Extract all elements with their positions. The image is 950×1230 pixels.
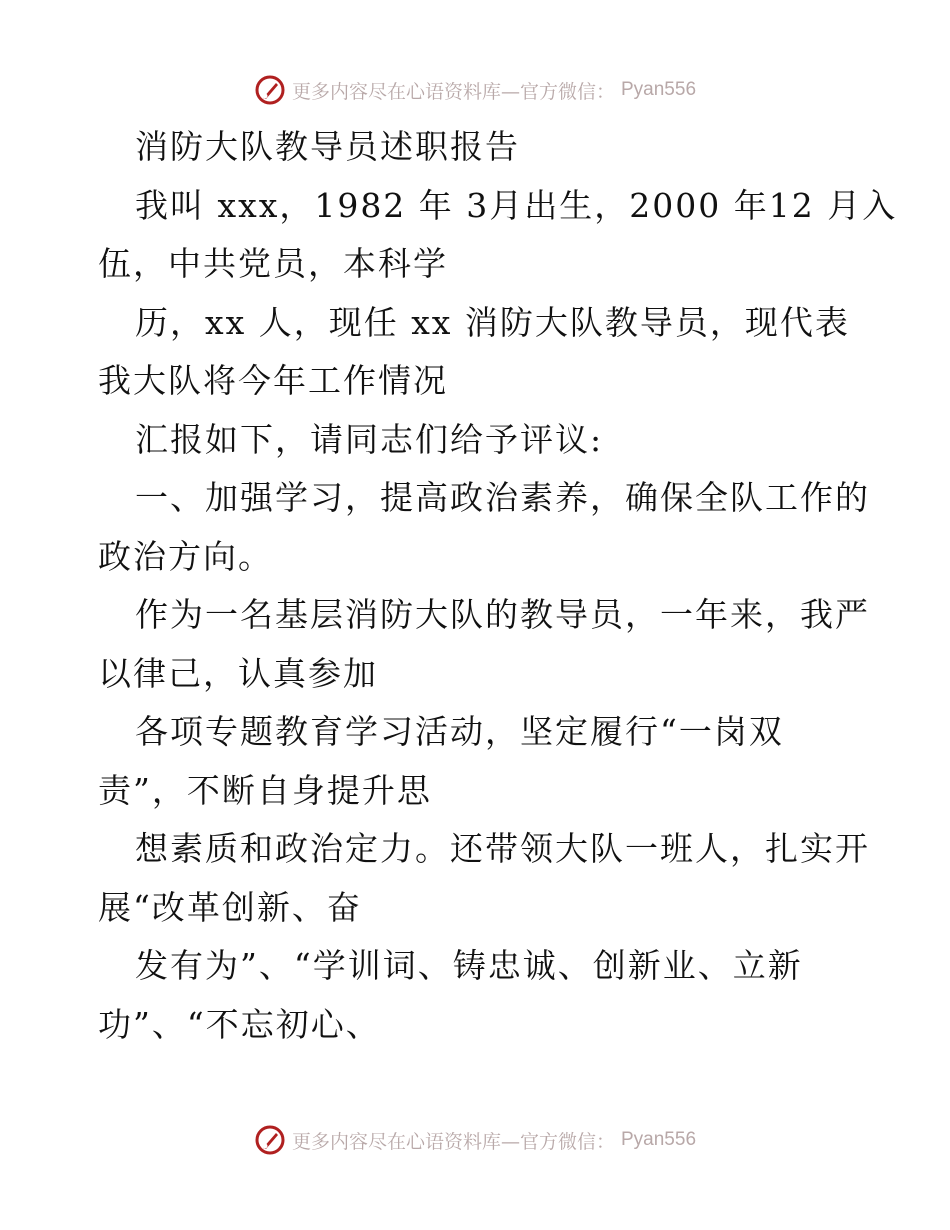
feather-pen-logo-icon xyxy=(254,74,286,106)
document-body xyxy=(98,118,898,1054)
paragraph-line: 伍，中共党员，本科学 xyxy=(98,244,448,283)
paragraph-line: 历，xx 人，现任 xx 消防大队教导员，现代表 xyxy=(135,302,850,342)
watermark-text: 更多内容尽在心语资料库—官方微信： xyxy=(291,80,615,103)
paragraph-line: 我叫 xxx，1982 年 3月出生，2000 年12 月入 xyxy=(135,185,898,225)
footer-watermark xyxy=(0,1120,950,1160)
section-heading: 一、加强学习，提高政治素养，确保全队工作的 xyxy=(135,478,870,517)
document-title: 消防大队教导员述职报告 xyxy=(135,127,520,166)
paragraph-line: 作为一名基层消防大队的教导员，一年来，我严 xyxy=(135,595,870,634)
paragraph-line: 想素质和政治定力。还带领大队一班人，扎实开 xyxy=(135,829,870,868)
paragraph-line: 汇报如下，请同志们给予评议: xyxy=(135,419,604,459)
header-watermark xyxy=(0,70,950,110)
section-heading-continuation: 政治方向。 xyxy=(98,536,273,576)
feather-pen-logo-icon xyxy=(254,1124,286,1156)
watermark-text: 更多内容尽在心语资料库—官方微信： xyxy=(291,1130,615,1153)
paragraph-line: 功”、“不忘初心、 xyxy=(98,1004,381,1044)
paragraph-line: 发有为”、“学训词、铸忠诚、创新业、立新 xyxy=(135,946,803,985)
watermark-wechat-id: Pyan556 xyxy=(621,1129,697,1150)
paragraph-line: 各项专题教育学习活动，坚定履行“一岗双 xyxy=(135,712,784,751)
paragraph-line: 我大队将今年工作情况 xyxy=(98,361,448,400)
watermark-wechat-id: Pyan556 xyxy=(621,79,697,100)
paragraph-line: 责”，不断自身提升思 xyxy=(98,770,432,810)
paragraph-line: 以律己，认真参加 xyxy=(98,653,378,693)
paragraph-line: 展“改革创新、奋 xyxy=(98,887,362,927)
